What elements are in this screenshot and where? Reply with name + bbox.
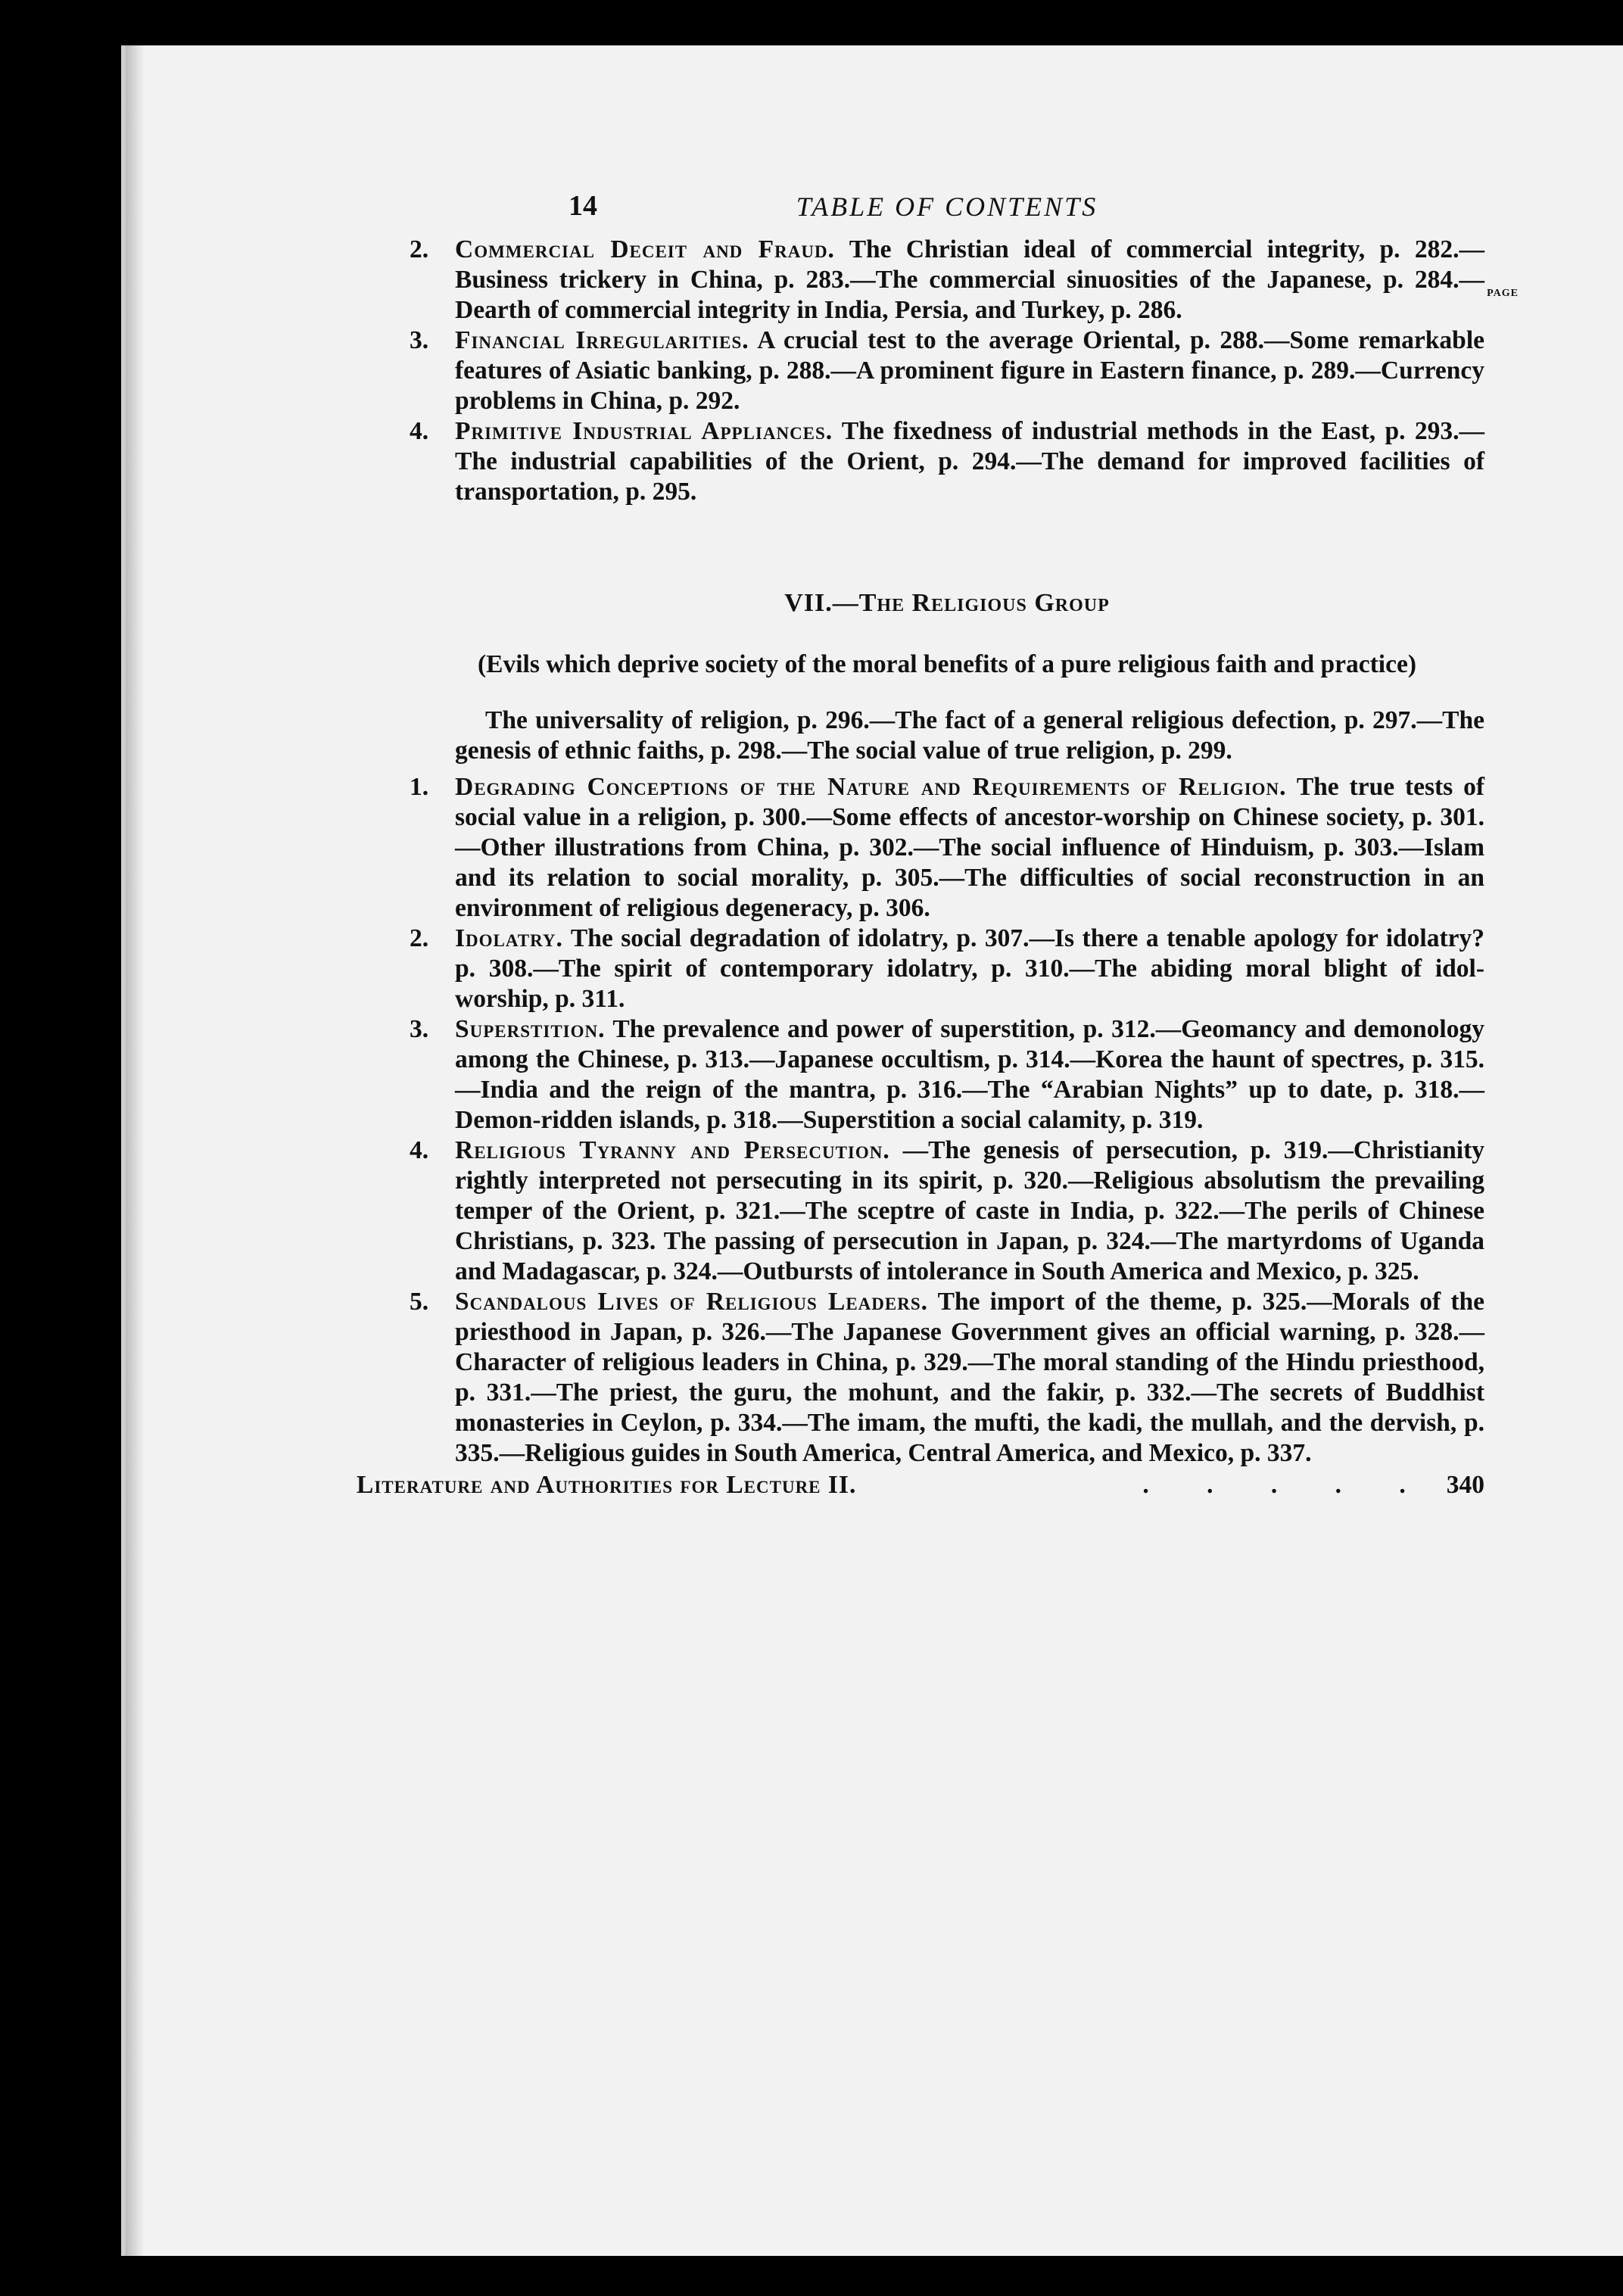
entry-number: 2. bbox=[410, 235, 429, 263]
toc-entry bbox=[410, 416, 1484, 507]
entry-number: 1. bbox=[410, 773, 429, 801]
book-page bbox=[121, 45, 1623, 2256]
toc-entry bbox=[410, 924, 1484, 1014]
entry-number: 2. bbox=[410, 924, 429, 952]
entry-title: Superstition. bbox=[455, 1015, 606, 1043]
entry-title: Financial Irregularities. bbox=[455, 326, 749, 354]
running-title: TABLE OF CONTENTS bbox=[796, 192, 1098, 222]
section-intro: The universality of religion, p. 296.—The fact of a general religious defection, p. 297.—The genesis of ethnic faiths, p. 298.—The social value of true religion, p. 299. bbox=[455, 706, 1484, 765]
entry-number: 5. bbox=[410, 1288, 429, 1316]
page-number: 14 bbox=[569, 190, 597, 222]
toc-entry bbox=[410, 772, 1484, 924]
entry-title: Primitive Industrial Appliances. bbox=[455, 417, 833, 445]
toc-entry bbox=[410, 235, 1484, 326]
entry-title: Religious Tyranny and Persecution. bbox=[455, 1136, 890, 1164]
toc-entry bbox=[410, 1136, 1484, 1287]
entry-text: The prevalence and power of superstition, p. 312.—Geomancy and demonology among the Chinese, p. 313.—Japanese occultism, p. 314.—Korea the haunt of spectres, p. 315.—India and the reign of the mantra, p. 316.—The “Arabian Nights” up to date, p. 318.—Demon-ridden islands, p. 318.—Superstition a social calamity, p. 319. bbox=[455, 1015, 1484, 1134]
entry-title: Idolatry. bbox=[455, 924, 563, 952]
literature-line bbox=[357, 1470, 1484, 1500]
entry-text: —The genesis of persecution, p. 319.—Christianity rightly interpreted not persecuting in its spirit, p. 320.—Religious absolutism the prevailing temper of the Orient, p. 321.—The sceptre of caste in India, p. 322.—The perils of Chinese Christians, p. 323. The passing of persecution in Japan, p. 324.—The martyrdoms of Uganda and Madagascar, p. 324.—Outbursts of intolerance in South America and Mexico, p. 325. bbox=[455, 1136, 1484, 1285]
dot-leader: . . . . . bbox=[1142, 1471, 1431, 1499]
toc-entry bbox=[410, 1287, 1484, 1469]
entry-text: The social degradation of idolatry, p. 307.—Is there a tenable apology for idolatry? p. 308.—The spirit of contemporary idolatry, p. 310.—The abiding moral blight of idol-worship, p. 311. bbox=[455, 924, 1484, 1013]
section-subtitle: (Evils which deprive society of the moral benefits of a pure religious faith and practice) bbox=[477, 650, 1416, 678]
page-content bbox=[357, 189, 1519, 1500]
entry-number: 3. bbox=[410, 326, 429, 354]
entry-title: Degrading Conceptions of the Nature and Requirements of Religion. bbox=[455, 773, 1287, 801]
entry-title: Scandalous Lives of Religious Leaders. bbox=[455, 1288, 929, 1316]
literature-page: 340 bbox=[1446, 1471, 1484, 1499]
page-column-label: PAGE bbox=[1487, 288, 1519, 299]
running-head bbox=[410, 189, 1484, 235]
pre-entries bbox=[410, 235, 1484, 507]
toc-entry bbox=[410, 326, 1484, 416]
section-title: VII.—The Religious Group bbox=[784, 589, 1110, 617]
entry-title: Commercial Deceit and Fraud. bbox=[455, 235, 835, 263]
entry-text: The import of the theme, p. 325.—Morals of the priesthood in Japan, p. 326.—The Japanese Government gives an official warning, p. 328.—Character of religious leaders in China, p. 329.—The moral standing of the Hindu priesthood, p. 331.—The priest, the guru, the mohunt, and the fakir, p. 332.—The secrets of Buddhist monasteries in Ceylon, p. 334.—The imam, the mufti, the kadi, the mullah, and the dervish, p. 335.—Religious guides in South America, Central America, and Mexico, p. 337. bbox=[455, 1288, 1484, 1467]
entry-text: The fixedness of industrial methods in the East, p. 293.—The industrial capabilities of the Orient, p. 294.—The demand for improved facilities of transportation, p. 295. bbox=[455, 417, 1484, 506]
toc-entry bbox=[410, 1014, 1484, 1136]
entry-number: 4. bbox=[410, 417, 429, 445]
entry-text: A crucial test to the average Oriental, p. 288.—Some remarkable features of Asiatic banking, p. 288.—A prominent figure in Eastern finance, p. 289.—Currency problems in China, p. 292. bbox=[455, 326, 1484, 415]
entry-number: 4. bbox=[410, 1136, 429, 1164]
entry-number: 3. bbox=[410, 1015, 429, 1043]
literature-label: Literature and Authorities for Lecture II. bbox=[357, 1471, 857, 1499]
section-entries bbox=[410, 772, 1484, 1469]
entry-text: The Christian ideal of commercial integrity, p. 282.—Business trickery in China, p. 283.—The commercial sinuosities of the Japanese, p. 284.—Dearth of commercial integrity in India, Persia, and Turkey, p. 286. bbox=[455, 235, 1484, 324]
entry-text: The true tests of social value in a religion, p. 300.—Some effects of ancestor-worship on Chinese society, p. 301.—Other illustrations from China, p. 302.—The social influence of Hinduism, p. 303.—Islam and its relation to social morality, p. 305.—The difficulties of social reconstruction in an environment of religious degeneracy, p. 306. bbox=[455, 773, 1484, 922]
